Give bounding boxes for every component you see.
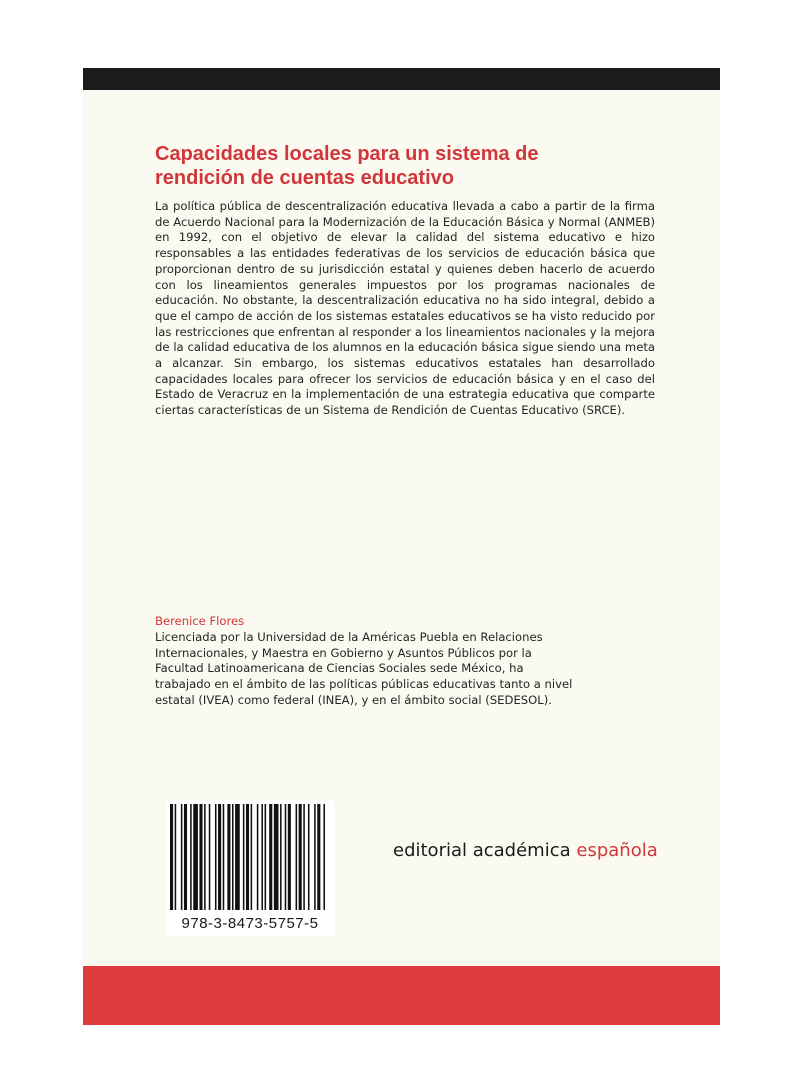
bottom-band — [83, 966, 720, 1025]
book-title-line-2: rendición de cuentas educativo — [155, 167, 454, 189]
abstract-text: La política pública de descentralización educativa llevada a cabo a partir de la firma de Acuerdo Nacional para la Modernización de la Educación Básica y Normal (ANMEB) en 1992, con el objetivo de elevar la calidad del sistema educativo e hizo responsables a las entidades federativas de los servicios de educación básica que proporcionan dentro de su jurisdicción estatal y quienes deben hacerlo de acuerdo con los lineamientos generales impuestos por los programas nacionales de educación. No obstante, la descentralización educativa no ha sido integral, debido a que el campo de acción de los sistemas estatales educativos se ha visto reducido por las restricciones que enfrentan al responder a los lineamientos nacionales y la mejora de la calidad educativa de los alumnos en la educación básica sigue siendo una meta a alcanzar. Sin embargo, los sistemas educativos estatales han desarrollado capacidades locales para ofrecer los servicios de educación básica y en el caso del Estado de Veracruz en la implementación de una estrategia educativa que comparte ciertas características de un Sistema de Rendición de Cuentas Educativo (SRCE). — [155, 199, 655, 418]
author-bio-line: Internacionales, y Maestra en Gobierno y Asuntos Públicos por la — [155, 645, 532, 660]
book-title-line-1: Capacidades locales para un sistema de — [155, 143, 539, 165]
isbn-number: 978-3-8473-5757-5 — [181, 915, 319, 932]
author-bio-line: trabajado en el ámbito de las políticas públicas educativas tanto a nivel — [155, 677, 573, 692]
book-back-cover — [83, 68, 720, 1025]
author-bio-line: Licenciada por la Universidad de la Américas Puebla en Relaciones — [155, 630, 543, 644]
author-name: Berenice Flores — [155, 614, 245, 628]
top-band — [83, 68, 720, 90]
publisher-name: editorial académica — [393, 840, 577, 861]
barcode — [165, 801, 335, 936]
barcode-bars — [168, 804, 332, 912]
author-bio-line: Facultad Latinoamericana de Ciencias Sociales sede México, ha — [155, 661, 524, 676]
author-bio — [155, 630, 675, 709]
publisher-name-accent: española — [576, 840, 658, 861]
author-bio-line: estatal (IVEA) como federal (INEA), y en el ámbito social (SEDESOL). — [155, 692, 552, 707]
publisher-logo — [393, 840, 658, 862]
book-title — [155, 142, 655, 190]
